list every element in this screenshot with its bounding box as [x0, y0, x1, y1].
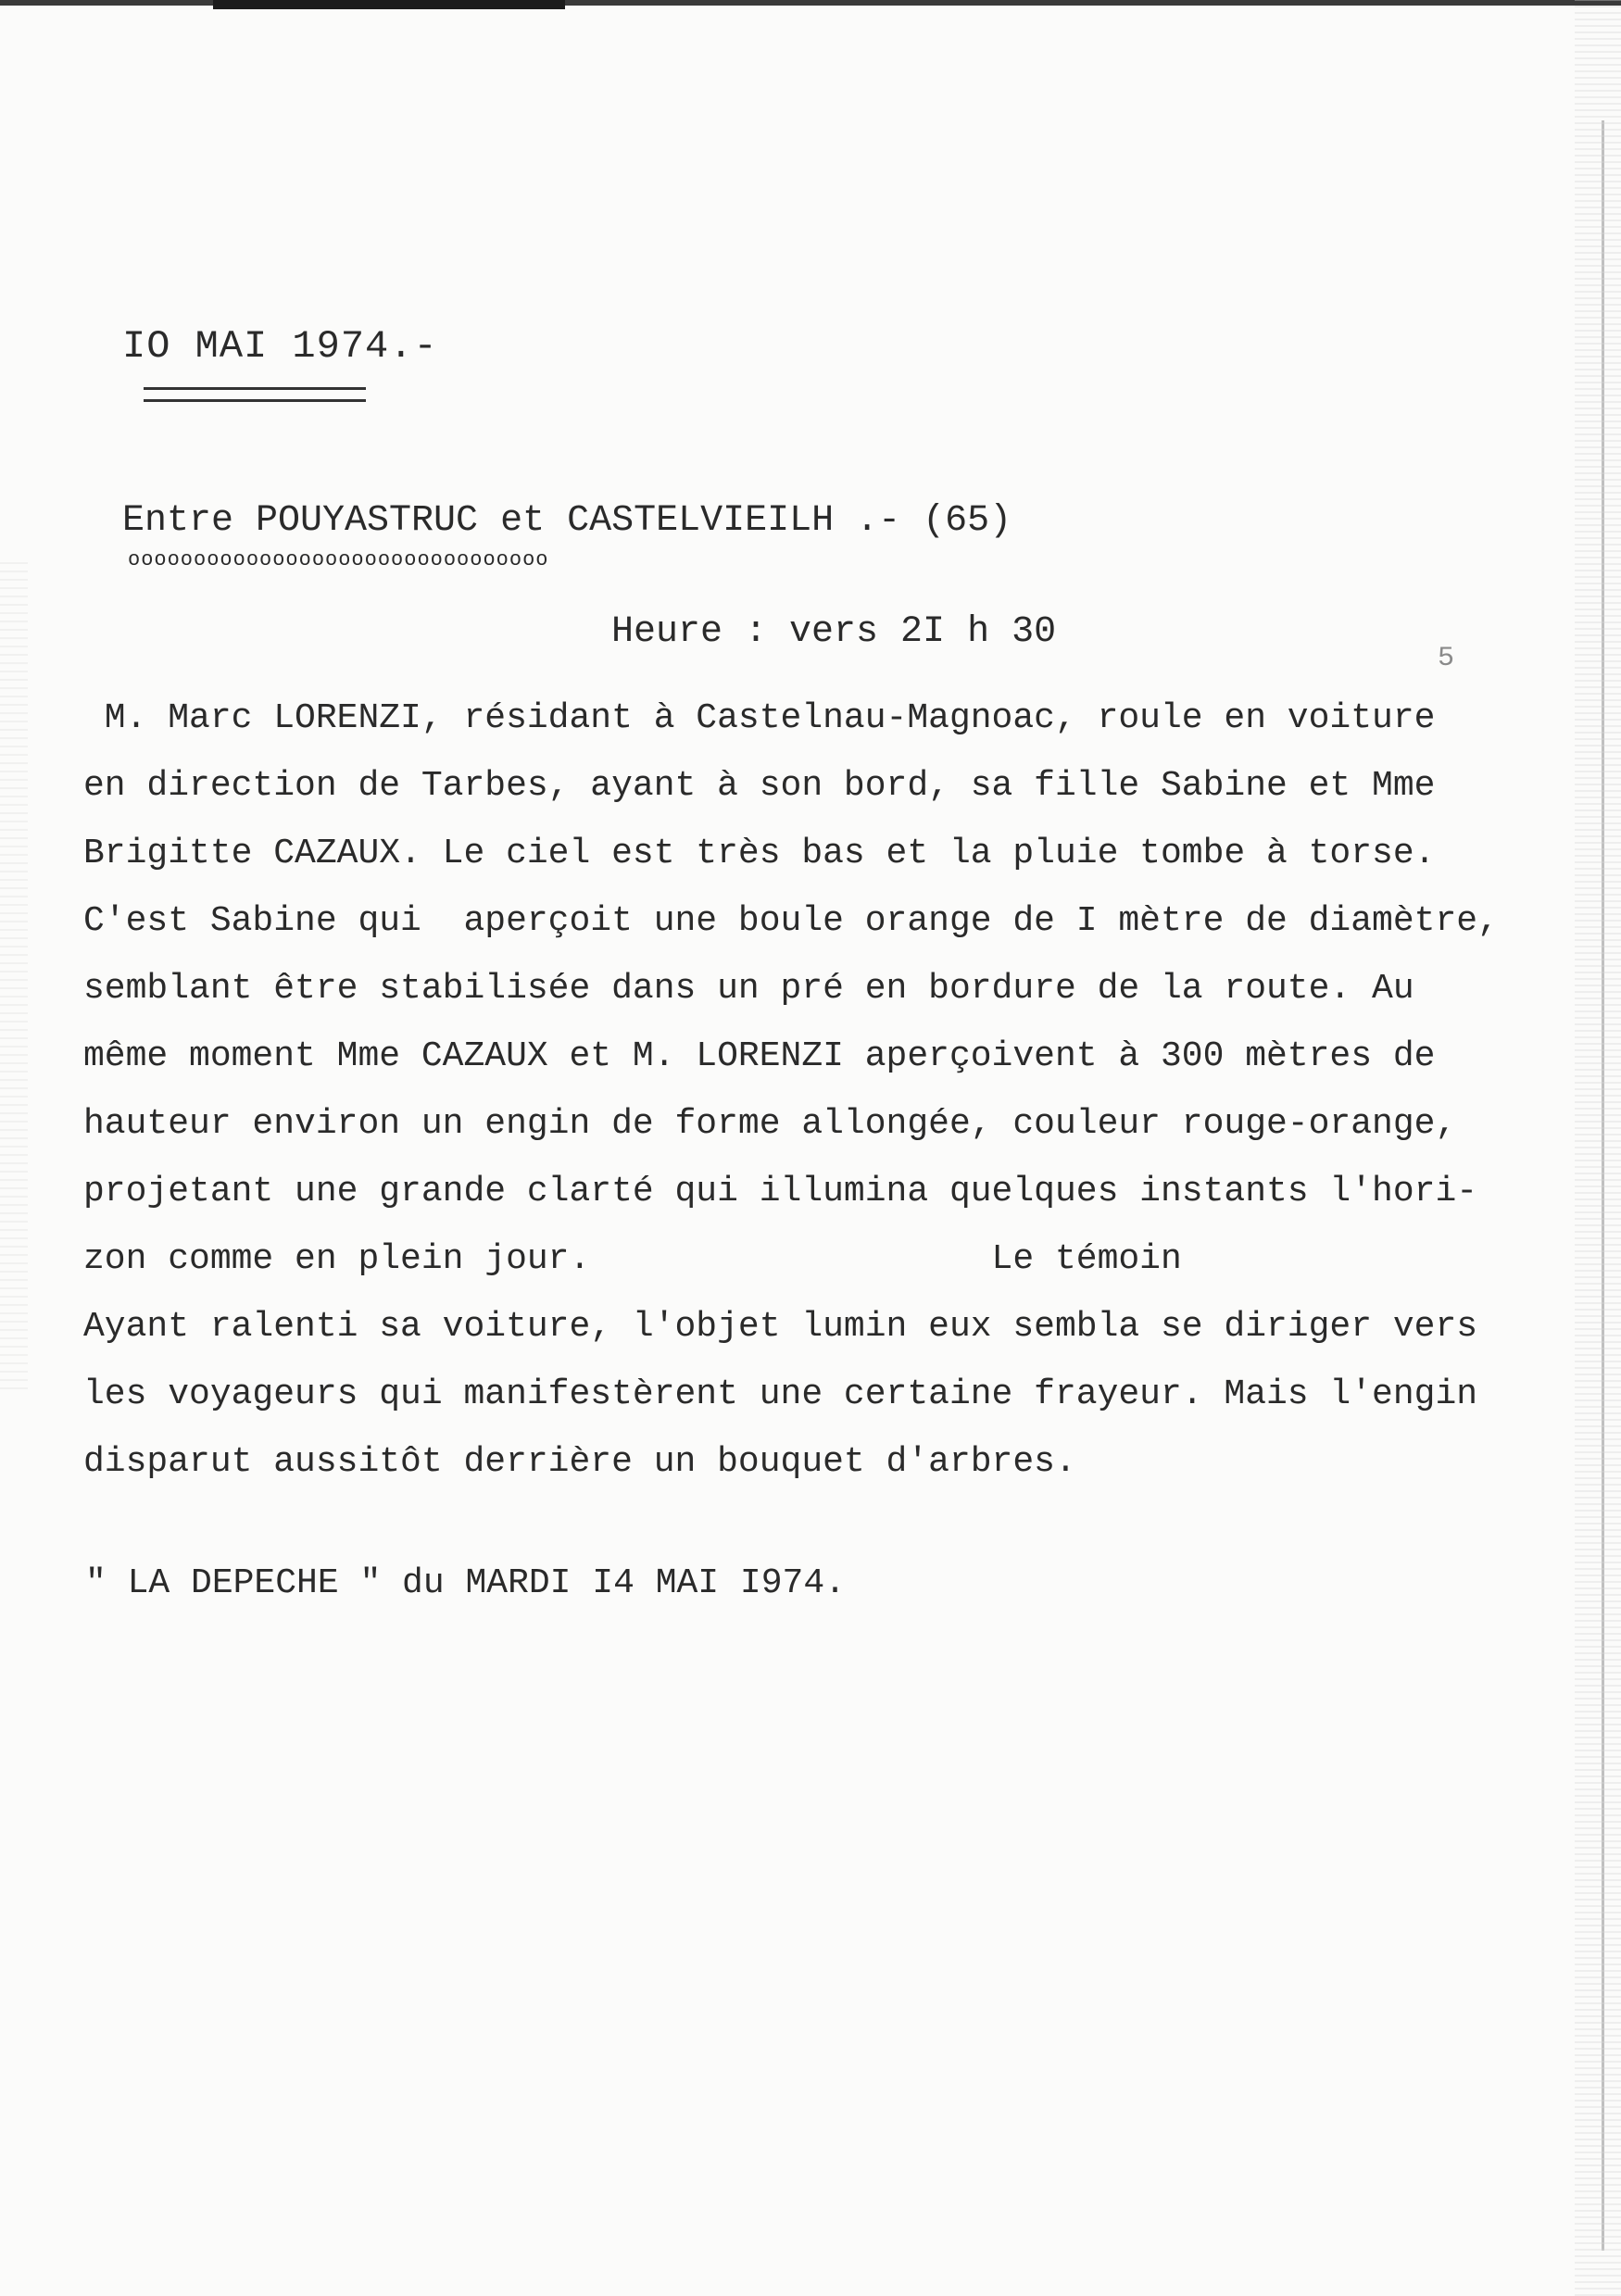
source-citation: " LA DEPECHE " du MARDI I4 MAI I974. [85, 1563, 846, 1603]
body-line: même moment Mme CAZAUX et M. LORENZI aperçoivent à 300 mètres de [83, 1036, 1436, 1076]
page-mark: 5 [1438, 643, 1455, 674]
body-line: les voyageurs qui manifestèrent une certaine frayeur. Mais l'engin [83, 1374, 1478, 1414]
top-border-mark [213, 0, 565, 9]
scan-noise-right [1575, 0, 1621, 2296]
date-underline [144, 387, 366, 402]
body-line: semblant être stabilisée dans un pré en bordure de la route. Au [83, 969, 1414, 1009]
body-line: M. Marc LORENZI, résidant à Castelnau-Magnoac, roule en voiture [83, 698, 1436, 738]
body-line: Ayant ralenti sa voiture, l'objet lumin eux sembla se diriger vers [83, 1307, 1478, 1347]
scan-noise-left [0, 556, 28, 1389]
location-underline: oooooooooooooooooooooooooooooooo [128, 548, 549, 571]
report-time: Heure : vers 2I h 30 [611, 611, 1057, 653]
report-location: Entre POUYASTRUC et CASTELVIEILH .- (65) [122, 500, 1012, 542]
report-date: IO MAI 1974.- [122, 324, 438, 369]
body-line: hauteur environ un engin de forme allongée, couleur rouge-orange, [83, 1104, 1457, 1144]
body-line: projetant une grande clarté qui illumina quelques instants l'hori- [83, 1172, 1478, 1211]
body-line: disparut aussitôt derrière un bouquet d'arbres. [83, 1442, 1076, 1482]
body-line: C'est Sabine qui aperçoit une boule orange de I mètre de diamètre, [83, 901, 1499, 941]
body-line: Brigitte CAZAUX. Le ciel est très bas et la pluie tombe à torse. [83, 834, 1436, 873]
body-line: en direction de Tarbes, ayant à son bord, sa fille Sabine et Mme [83, 766, 1436, 806]
body-line: zon comme en plein jour. Le témoin [83, 1239, 1182, 1279]
